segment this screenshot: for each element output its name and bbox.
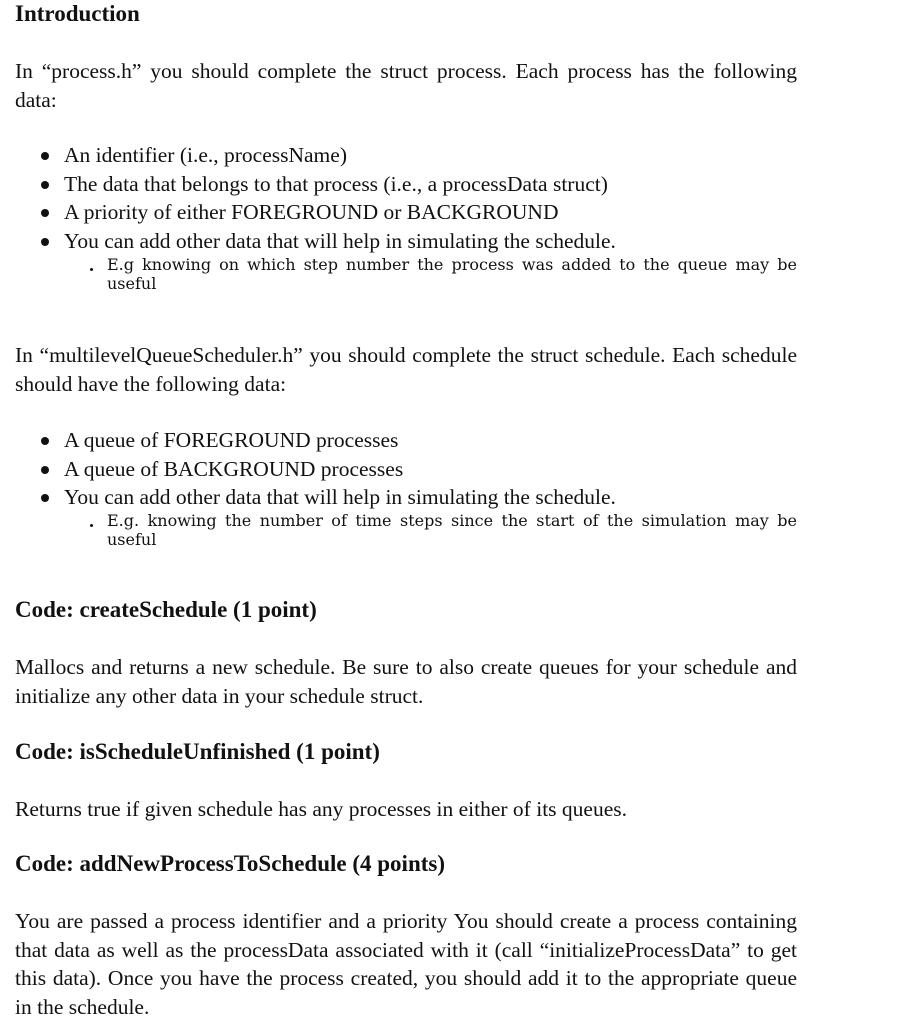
introduction-heading: Introduction (15, 1, 140, 26)
create-schedule-heading: Code: createSchedule (1 point) (15, 597, 317, 622)
create-schedule-body: Mallocs and returns a new schedule. Be sure to also create queues for your schedule and initialize any other data in your schedule struct. (15, 655, 797, 708)
schedule-data-list (15, 426, 805, 512)
bullet-icon (41, 466, 49, 474)
list-item: A queue of BACKGROUND processes (15, 455, 805, 484)
is-schedule-unfinished-heading: Code: isScheduleUnfinished (1 point) (15, 739, 380, 764)
list-item: A priority of either FOREGROUND or BACKGROUND (15, 198, 805, 227)
is-schedule-unfinished-body: Returns true if given schedule has any processes in either of its queues. (15, 797, 627, 821)
process-data-list (15, 141, 805, 255)
add-new-process-heading: Code: addNewProcessToSchedule (4 points) (15, 851, 446, 876)
bullet-icon (41, 437, 49, 445)
bullet-icon (41, 494, 49, 502)
list-item: A queue of FOREGROUND processes (15, 426, 805, 455)
list-item: You can add other data that will help in simulating the schedule. (15, 483, 805, 512)
schedule-paragraph: In “multilevelQueueScheduler.h” you should complete the struct schedule. Each schedule should have the following data: (15, 343, 797, 396)
schedule-sub-item: E.g. knowing the number of time steps since the start of the simulation may be useful (15, 511, 797, 549)
bullet-icon (41, 181, 49, 189)
process-sub-item: E.g knowing on which step number the process was added to the queue may be useful (15, 255, 797, 293)
process-paragraph: In “process.h” you should complete the struct process. Each process has the following data: (15, 59, 797, 112)
add-new-process-body: You are passed a process identifier and a priority You should create a process containing that data as well as the processData associated with it (call “initializeProcessData” to get this data). Once you have the process created, you should add it to the appropriate queue in the schedule. (15, 909, 797, 1019)
sub-bullet-icon (90, 524, 93, 527)
bullet-icon (41, 209, 49, 217)
sub-bullet-icon (90, 268, 93, 271)
bullet-icon (41, 238, 49, 246)
list-item: You can add other data that will help in simulating the schedule. (15, 227, 805, 256)
list-item: The data that belongs to that process (i.e., a processData struct) (15, 170, 805, 199)
list-item: An identifier (i.e., processName) (15, 141, 805, 170)
bullet-icon (41, 152, 49, 160)
